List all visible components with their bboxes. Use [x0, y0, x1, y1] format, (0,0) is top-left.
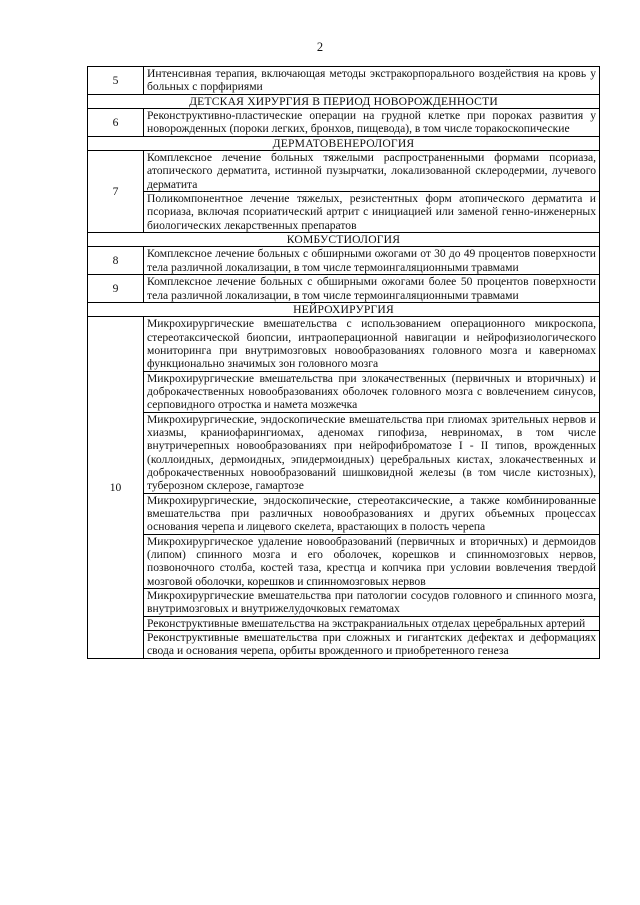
row-number: 5	[88, 67, 144, 95]
procedure-text: Реконструктивные вмешательства на экстракраниальных отделах церебральных артерий	[144, 616, 600, 630]
procedure-text: Микрохирургические вмешательства с использованием операционного микроскопа, стереотаксической биопсии, интраоперационной навигации и нейрофизиологического мониторинга при внутримозговых новообразованиях головного мозга и каверномах функционально значимых зон головного мозга	[144, 317, 600, 371]
table-row	[88, 275, 600, 303]
table-row	[88, 192, 600, 233]
table-row	[88, 616, 600, 630]
table-row	[88, 631, 600, 659]
section-header: ДЕРМАТОВЕНЕРОЛОГИЯ	[88, 136, 600, 150]
section-header-row	[88, 136, 600, 150]
section-header: НЕЙРОХИРУРГИЯ	[88, 302, 600, 316]
row-number: 7	[88, 151, 144, 233]
procedure-text: Реконструктивные вмешательства при сложных и гигантских дефектах и деформациях свода и основания черепа, орбиты врожденного и приобретенного генеза	[144, 631, 600, 659]
table-row	[88, 317, 600, 371]
procedures-table	[87, 66, 600, 659]
table-row	[88, 151, 600, 192]
procedure-text: Микрохирургические вмешательства при злокачественных (первичных и вторичных) и доброкачественных новообразованиях оболочек головного мозга с вовлечением синусов, серповидного отростка и намета мозжечка	[144, 371, 600, 412]
procedure-text: Микрохирургические, эндоскопические, стереотаксические, а также комбинированные вмешательства при различных новообразованиях и других объемных процессах основания черепа и лицевого скелета, врастающих в полость черепа	[144, 493, 600, 534]
table-row	[88, 534, 600, 588]
page-number: 2	[316, 40, 324, 54]
section-header-row	[88, 302, 600, 316]
table-row	[88, 493, 600, 534]
procedure-text: Комплексное лечение больных тяжелыми распространенными формами псориаза, атопического дерматита, истинной пузырчатки, локализованной склеродермии, лучевого дерматита	[144, 151, 600, 192]
table-row	[88, 247, 600, 275]
procedure-text: Комплексное лечение больных с обширными ожогами более 50 процентов поверхности тела различной локализации, в том числе термоингаляционными травмами	[144, 275, 600, 303]
procedure-text: Микрохирургические вмешательства при патологии сосудов головного и спинного мозга, внутримозговых и внутрижелудочковых гематомах	[144, 589, 600, 617]
procedure-text: Реконструктивно-пластические операции на грудной клетке при пороках развития у новорожденных (пороки легких, бронхов, пищевода), в том числе торакоскопические	[144, 109, 600, 137]
procedure-text: Микрохирургические, эндоскопические вмешательства при глиомах зрительных нервов и хиазмы, краниофарингиомах, аденомах гипофиза, невриномах, в том числе внутричерепных новообразованиях при нейрофиброматозе I - II типов, врожденных (коллоидных, дермоидных, эпидермоидных) церебральных кистах, злокачественных и доброкачественных новообразований шишковидной железы (в том числе кистозных), туберозном склерозе, гамартозе	[144, 412, 600, 493]
table-row	[88, 109, 600, 137]
row-number: 6	[88, 109, 144, 137]
section-header-row	[88, 233, 600, 247]
procedure-text: Микрохирургическое удаление новообразований (первичных и вторичных) и дермоидов (липом) спинного мозга и его оболочек, корешков и спинномозговых нервов, позвоночного столба, костей таза, крестца и копчика при условии вовлечения твердой мозговой оболочки, корешков и спинномозговых нервов	[144, 534, 600, 588]
table-row	[88, 589, 600, 617]
section-header-row	[88, 94, 600, 108]
section-header: КОМБУСТИОЛОГИЯ	[88, 233, 600, 247]
procedure-text: Интенсивная терапия, включающая методы экстракорпорального воздействия на кровь у больных с порфириями	[144, 67, 600, 95]
procedure-text: Поликомпонентное лечение тяжелых, резистентных форм атопического дерматита и псориаза, включая псориатический артрит с инициацией или заменой генно-инженерных биологических лекарственных препаратов	[144, 192, 600, 233]
table-row	[88, 412, 600, 493]
row-number: 9	[88, 275, 144, 303]
section-header: ДЕТСКАЯ ХИРУРГИЯ В ПЕРИОД НОВОРОЖДЕННОСТИ	[88, 94, 600, 108]
row-number: 8	[88, 247, 144, 275]
table-row	[88, 67, 600, 95]
procedure-text: Комплексное лечение больных с обширными ожогами от 30 до 49 процентов поверхности тела различной локализации, в том числе термоингаляционными травмами	[144, 247, 600, 275]
row-number: 10	[88, 317, 144, 659]
table-row	[88, 371, 600, 412]
